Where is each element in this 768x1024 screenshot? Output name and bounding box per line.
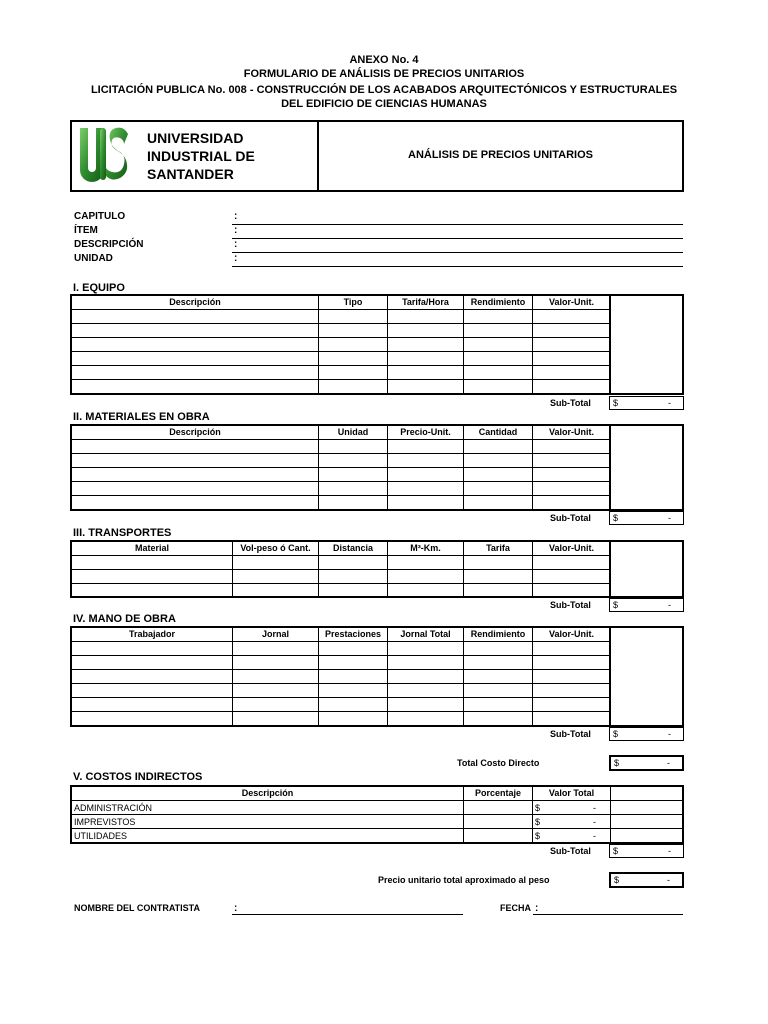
descripcion-label: DESCRIPCIÓN (74, 239, 144, 250)
mano-obra-subtotal-label: Sub-Total (550, 729, 591, 739)
mano-obra-col-prestaciones: Prestaciones (319, 627, 388, 642)
equipo-col-descripcion: Descripción (72, 295, 319, 310)
materiales-subtotal-box (609, 511, 684, 525)
mano-obra-subtotal-box (609, 727, 684, 741)
indirectos-subtotal-label: Sub-Total (550, 846, 591, 856)
currency-symbol: $ (614, 875, 620, 885)
table-row[interactable] (72, 324, 611, 338)
equipo-table (71, 294, 611, 394)
transportes-col-valor: Valor-Unit. (533, 541, 611, 556)
materiales-frame-divider (609, 424, 610, 511)
currency-symbol: $ (613, 398, 619, 408)
table-row[interactable] (72, 815, 684, 829)
tender-title: LICITACIÓN PUBLICA No. 008 - CONSTRUCCIÓN DE LOS ACABADOS ARQUITECTÓNICOS Y ESTRUCTURALES (90, 84, 678, 96)
indirectos-subtotal-box (609, 844, 684, 858)
annex-number: ANEXO No. 4 (349, 54, 419, 66)
equipo-col-valor: Valor-Unit. (533, 295, 611, 310)
fecha-field[interactable] (533, 914, 683, 915)
capitulo-label: CAPITULO (74, 211, 126, 222)
mano-obra-col-jornal: Jornal (233, 627, 319, 642)
mano-obra-title: IV. MANO DE OBRA (73, 613, 176, 625)
materiales-title: II. MATERIALES EN OBRA (73, 411, 210, 423)
table-row[interactable] (72, 698, 611, 712)
table-row[interactable] (72, 829, 684, 843)
form-heading: FORMULARIO DE ANÁLISIS DE PRECIOS UNITARIOS (243, 68, 525, 80)
form-title: ANÁLISIS DE PRECIOS UNITARIOS (408, 149, 593, 161)
university-name-line2: INDUSTRIAL DE (147, 148, 255, 164)
table-row[interactable] (72, 584, 611, 598)
table-row[interactable] (72, 468, 611, 482)
descripcion-field[interactable] (232, 252, 683, 253)
table-row[interactable] (72, 670, 611, 684)
equipo-frame-divider (609, 294, 610, 395)
table-row[interactable] (72, 440, 611, 454)
contratista-label: NOMBRE DEL CONTRATISTA (74, 903, 200, 913)
currency-symbol: $ (613, 600, 619, 610)
table-row[interactable] (72, 570, 611, 584)
indirectos-col-porcentaje: Porcentaje (464, 786, 533, 801)
materiales-col-valor: Valor-Unit. (533, 425, 611, 440)
indirectos-subtotal-value: - (668, 846, 671, 856)
currency-symbol: $ (614, 758, 620, 768)
indirectos-row-label: IMPREVISTOS (72, 815, 464, 829)
item-label: ÍTEM (74, 225, 98, 236)
mano-obra-frame-divider (609, 626, 610, 727)
transportes-col-material: Material (72, 541, 233, 556)
contratista-colon: : (234, 903, 238, 914)
indirectos-col-valor-total: Valor Total (533, 786, 611, 801)
currency-symbol: $ (535, 830, 541, 841)
mano-obra-col-trabajador: Trabajador (72, 627, 233, 642)
indirectos-row-value: - (593, 830, 596, 841)
equipo-col-tipo: Tipo (319, 295, 388, 310)
currency-symbol: $ (613, 846, 619, 856)
table-row[interactable] (72, 496, 611, 510)
indirectos-row-value: - (593, 802, 596, 813)
mano-obra-col-valor: Valor-Unit. (533, 627, 611, 642)
indirectos-title: V. COSTOS INDIRECTOS (73, 771, 203, 783)
table-row[interactable] (72, 454, 611, 468)
unidad-colon: : (234, 253, 238, 264)
precio-total-box (609, 872, 684, 888)
fecha-label: FECHA (500, 903, 531, 913)
currency-symbol: $ (535, 816, 541, 827)
transportes-title: III. TRANSPORTES (73, 527, 172, 539)
materiales-col-cantidad: Cantidad (464, 425, 533, 440)
indirectos-row-label: ADMINISTRACIÓN (72, 801, 464, 815)
currency-symbol: $ (613, 513, 619, 523)
table-row[interactable] (72, 352, 611, 366)
table-row[interactable] (72, 338, 611, 352)
total-directo-box (609, 755, 684, 771)
materiales-col-unidad: Unidad (319, 425, 388, 440)
table-row[interactable] (72, 556, 611, 570)
total-directo-value: - (667, 758, 670, 768)
capitulo-field[interactable] (232, 224, 683, 225)
equipo-subtotal-value: - (668, 398, 671, 408)
transportes-col-m3km: M³-Km. (388, 541, 464, 556)
materiales-subtotal-label: Sub-Total (550, 513, 591, 523)
transportes-subtotal-box (609, 598, 684, 612)
university-name-line1: UNIVERSIDAD (147, 130, 244, 146)
transportes-subtotal-label: Sub-Total (550, 600, 591, 610)
transportes-col-distancia: Distancia (319, 541, 388, 556)
materiales-table (71, 424, 611, 510)
table-row[interactable] (72, 380, 611, 394)
currency-symbol: $ (535, 802, 541, 813)
descripcion-colon: : (234, 239, 238, 250)
equipo-col-tarifa: Tarifa/Hora (388, 295, 464, 310)
item-field[interactable] (232, 238, 683, 239)
mano-obra-table (71, 626, 611, 726)
table-row[interactable] (72, 656, 611, 670)
table-row[interactable] (72, 366, 611, 380)
contratista-field[interactable] (232, 914, 463, 915)
university-name-line3: SANTANDER (147, 166, 234, 182)
table-row[interactable] (72, 642, 611, 656)
mano-obra-col-jornal-total: Jornal Total (388, 627, 464, 642)
equipo-subtotal-box (609, 396, 684, 410)
university-name (147, 129, 255, 183)
indirectos-col-descripcion: Descripción (72, 786, 464, 801)
total-directo-label: Total Costo Directo (457, 758, 540, 768)
table-row[interactable] (72, 801, 684, 815)
materiales-subtotal-value: - (668, 513, 671, 523)
equipo-title: I. EQUIPO (73, 282, 125, 294)
item-colon: : (234, 225, 238, 236)
precio-total-value: - (667, 875, 670, 885)
equipo-col-rendimiento: Rendimiento (464, 295, 533, 310)
currency-symbol: $ (613, 729, 619, 739)
indirectos-row-label: UTILIDADES (72, 829, 464, 843)
mano-obra-col-rendimiento: Rendimiento (464, 627, 533, 642)
unidad-label: UNIDAD (74, 253, 113, 264)
uis-logo-icon (78, 124, 130, 186)
transportes-col-tarifa: Tarifa (464, 541, 533, 556)
fecha-colon: : (535, 903, 539, 914)
mano-obra-subtotal-value: - (668, 729, 671, 739)
transportes-frame-divider (609, 540, 610, 598)
materiales-col-descripcion: Descripción (72, 425, 319, 440)
table-row[interactable] (72, 712, 611, 726)
materiales-col-precio: Precio-Unit. (388, 425, 464, 440)
transportes-col-volpeso: Vol-peso ó Cant. (233, 541, 319, 556)
table-row[interactable] (72, 482, 611, 496)
table-row[interactable] (72, 310, 611, 324)
transportes-subtotal-value: - (668, 600, 671, 610)
equipo-subtotal-label: Sub-Total (550, 398, 591, 408)
unidad-field[interactable] (232, 266, 683, 267)
tender-subtitle: DEL EDIFICIO DE CIENCIAS HUMANAS (281, 98, 487, 110)
table-row[interactable] (72, 684, 611, 698)
indirectos-table (71, 785, 684, 843)
precio-total-label: Precio unitario total aproximado al peso (378, 875, 550, 885)
transportes-table (71, 540, 611, 598)
capitulo-colon: : (234, 211, 238, 222)
indirectos-row-value: - (593, 816, 596, 827)
